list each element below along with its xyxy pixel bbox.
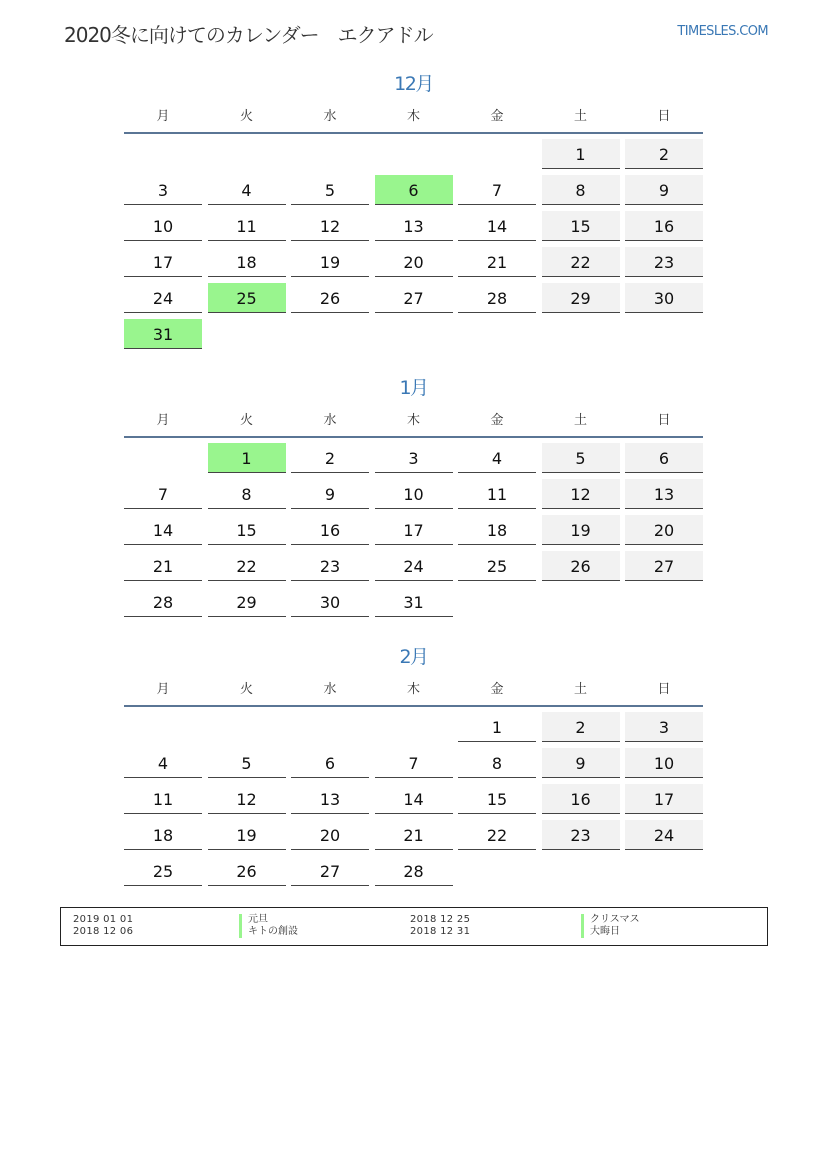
weekday-fri: 金 [490, 413, 504, 428]
day-cell: 7 [124, 479, 202, 509]
day-cell: 31 [124, 319, 202, 349]
day-cell: 26 [208, 856, 286, 886]
day-cell: 27 [375, 283, 453, 313]
day-cell: 29 [542, 283, 620, 313]
day-cell: 27 [291, 856, 369, 886]
day-cell: 1 [208, 443, 286, 473]
day-cell: 9 [291, 479, 369, 509]
day-cell: 12 [291, 211, 369, 241]
day-cell: 25 [208, 283, 286, 313]
day-cell: 16 [542, 784, 620, 814]
day-cell: 19 [291, 247, 369, 277]
day-cell: 16 [291, 515, 369, 545]
day-cell: 1 [542, 139, 620, 169]
day-cell: 26 [291, 283, 369, 313]
weekday-header [124, 406, 703, 438]
day-cell: 9 [542, 748, 620, 778]
month-title: 2月 [399, 646, 428, 668]
weekday-tue: 火 [239, 109, 253, 124]
day-cell: 2 [291, 443, 369, 473]
day-grid [124, 139, 703, 355]
day-cell: 13 [291, 784, 369, 814]
day-cell: 23 [291, 551, 369, 581]
day-cell: 24 [124, 283, 202, 313]
weekday-mon: 月 [156, 109, 170, 124]
day-cell: 16 [625, 211, 703, 241]
weekday-tue: 火 [239, 413, 253, 428]
weekday-mon: 月 [156, 413, 170, 428]
day-cell: 5 [208, 748, 286, 778]
day-cell: 3 [124, 175, 202, 205]
weekday-sat: 土 [573, 109, 587, 124]
day-cell: 24 [375, 551, 453, 581]
weekday-wed: 水 [323, 413, 337, 428]
day-cell: 21 [375, 820, 453, 850]
day-cell: 31 [375, 587, 453, 617]
day-cell: 9 [625, 175, 703, 205]
weekday-tue: 火 [239, 682, 253, 697]
holiday-legend [60, 907, 768, 946]
weekday-fri: 金 [490, 682, 504, 697]
day-grid [124, 712, 703, 892]
day-cell: 23 [625, 247, 703, 277]
day-cell: 11 [124, 784, 202, 814]
legend-date: 2018 12 25 [410, 914, 471, 925]
day-cell: 17 [124, 247, 202, 277]
legend-holiday-name: 元旦 [239, 914, 268, 926]
weekday-sun: 日 [657, 109, 671, 124]
day-cell: 22 [208, 551, 286, 581]
day-cell: 25 [124, 856, 202, 886]
day-cell: 18 [124, 820, 202, 850]
day-cell: 15 [542, 211, 620, 241]
legend-date: 2018 12 31 [410, 926, 471, 937]
weekday-sun: 日 [657, 413, 671, 428]
day-cell: 14 [375, 784, 453, 814]
day-cell: 17 [625, 784, 703, 814]
day-cell: 20 [625, 515, 703, 545]
day-cell: 5 [291, 175, 369, 205]
day-cell: 8 [458, 748, 536, 778]
day-cell: 22 [458, 820, 536, 850]
day-cell: 11 [208, 211, 286, 241]
weekday-fri: 金 [490, 109, 504, 124]
weekday-header [124, 102, 703, 134]
day-cell: 6 [291, 748, 369, 778]
day-cell: 11 [458, 479, 536, 509]
day-cell: 21 [124, 551, 202, 581]
day-cell: 21 [458, 247, 536, 277]
weekday-sun: 日 [657, 682, 671, 697]
day-cell: 2 [542, 712, 620, 742]
weekday-thu: 木 [406, 109, 420, 124]
day-cell: 26 [542, 551, 620, 581]
day-cell: 14 [458, 211, 536, 241]
day-cell: 13 [375, 211, 453, 241]
day-cell: 7 [458, 175, 536, 205]
month-february [124, 643, 703, 892]
day-cell: 8 [542, 175, 620, 205]
day-cell: 28 [458, 283, 536, 313]
day-cell: 4 [124, 748, 202, 778]
month-title: 1月 [399, 377, 428, 399]
day-cell: 18 [458, 515, 536, 545]
day-cell: 24 [625, 820, 703, 850]
day-cell: 20 [375, 247, 453, 277]
site-link[interactable]: TIMESLES.COM [677, 24, 768, 39]
day-cell: 10 [375, 479, 453, 509]
day-cell: 4 [208, 175, 286, 205]
day-cell: 30 [625, 283, 703, 313]
day-cell: 27 [625, 551, 703, 581]
day-cell: 28 [124, 587, 202, 617]
day-cell: 19 [542, 515, 620, 545]
day-cell: 10 [625, 748, 703, 778]
day-cell: 19 [208, 820, 286, 850]
day-cell: 23 [542, 820, 620, 850]
day-cell: 15 [458, 784, 536, 814]
page-title: 2020冬に向けてのカレンダー エクアドル [64, 23, 433, 47]
weekday-sat: 土 [573, 413, 587, 428]
legend-holiday-name: クリスマス [581, 914, 640, 926]
day-cell: 17 [375, 515, 453, 545]
weekday-mon: 月 [156, 682, 170, 697]
day-grid [124, 443, 703, 623]
weekday-thu: 木 [406, 413, 420, 428]
legend-holiday-name: キトの創設 [239, 926, 298, 938]
day-cell: 22 [542, 247, 620, 277]
day-cell: 15 [208, 515, 286, 545]
weekday-thu: 木 [406, 682, 420, 697]
day-cell: 7 [375, 748, 453, 778]
month-january [124, 374, 703, 623]
day-cell: 14 [124, 515, 202, 545]
month-december [124, 70, 703, 355]
day-cell: 10 [124, 211, 202, 241]
month-title: 12月 [394, 73, 433, 95]
day-cell: 8 [208, 479, 286, 509]
day-cell: 1 [458, 712, 536, 742]
legend-holiday-name: 大晦日 [581, 926, 620, 938]
legend-date: 2019 01 01 [73, 914, 134, 925]
weekday-wed: 水 [323, 109, 337, 124]
day-cell: 18 [208, 247, 286, 277]
day-cell: 12 [208, 784, 286, 814]
day-cell: 28 [375, 856, 453, 886]
weekday-sat: 土 [573, 682, 587, 697]
day-cell: 20 [291, 820, 369, 850]
day-cell: 4 [458, 443, 536, 473]
day-cell: 30 [291, 587, 369, 617]
day-cell: 5 [542, 443, 620, 473]
day-cell: 6 [375, 175, 453, 205]
day-cell: 2 [625, 139, 703, 169]
day-cell: 12 [542, 479, 620, 509]
day-cell: 13 [625, 479, 703, 509]
day-cell: 3 [375, 443, 453, 473]
day-cell: 6 [625, 443, 703, 473]
day-cell: 3 [625, 712, 703, 742]
weekday-header [124, 675, 703, 707]
weekday-wed: 水 [323, 682, 337, 697]
legend-date: 2018 12 06 [73, 926, 134, 937]
day-cell: 29 [208, 587, 286, 617]
day-cell: 25 [458, 551, 536, 581]
